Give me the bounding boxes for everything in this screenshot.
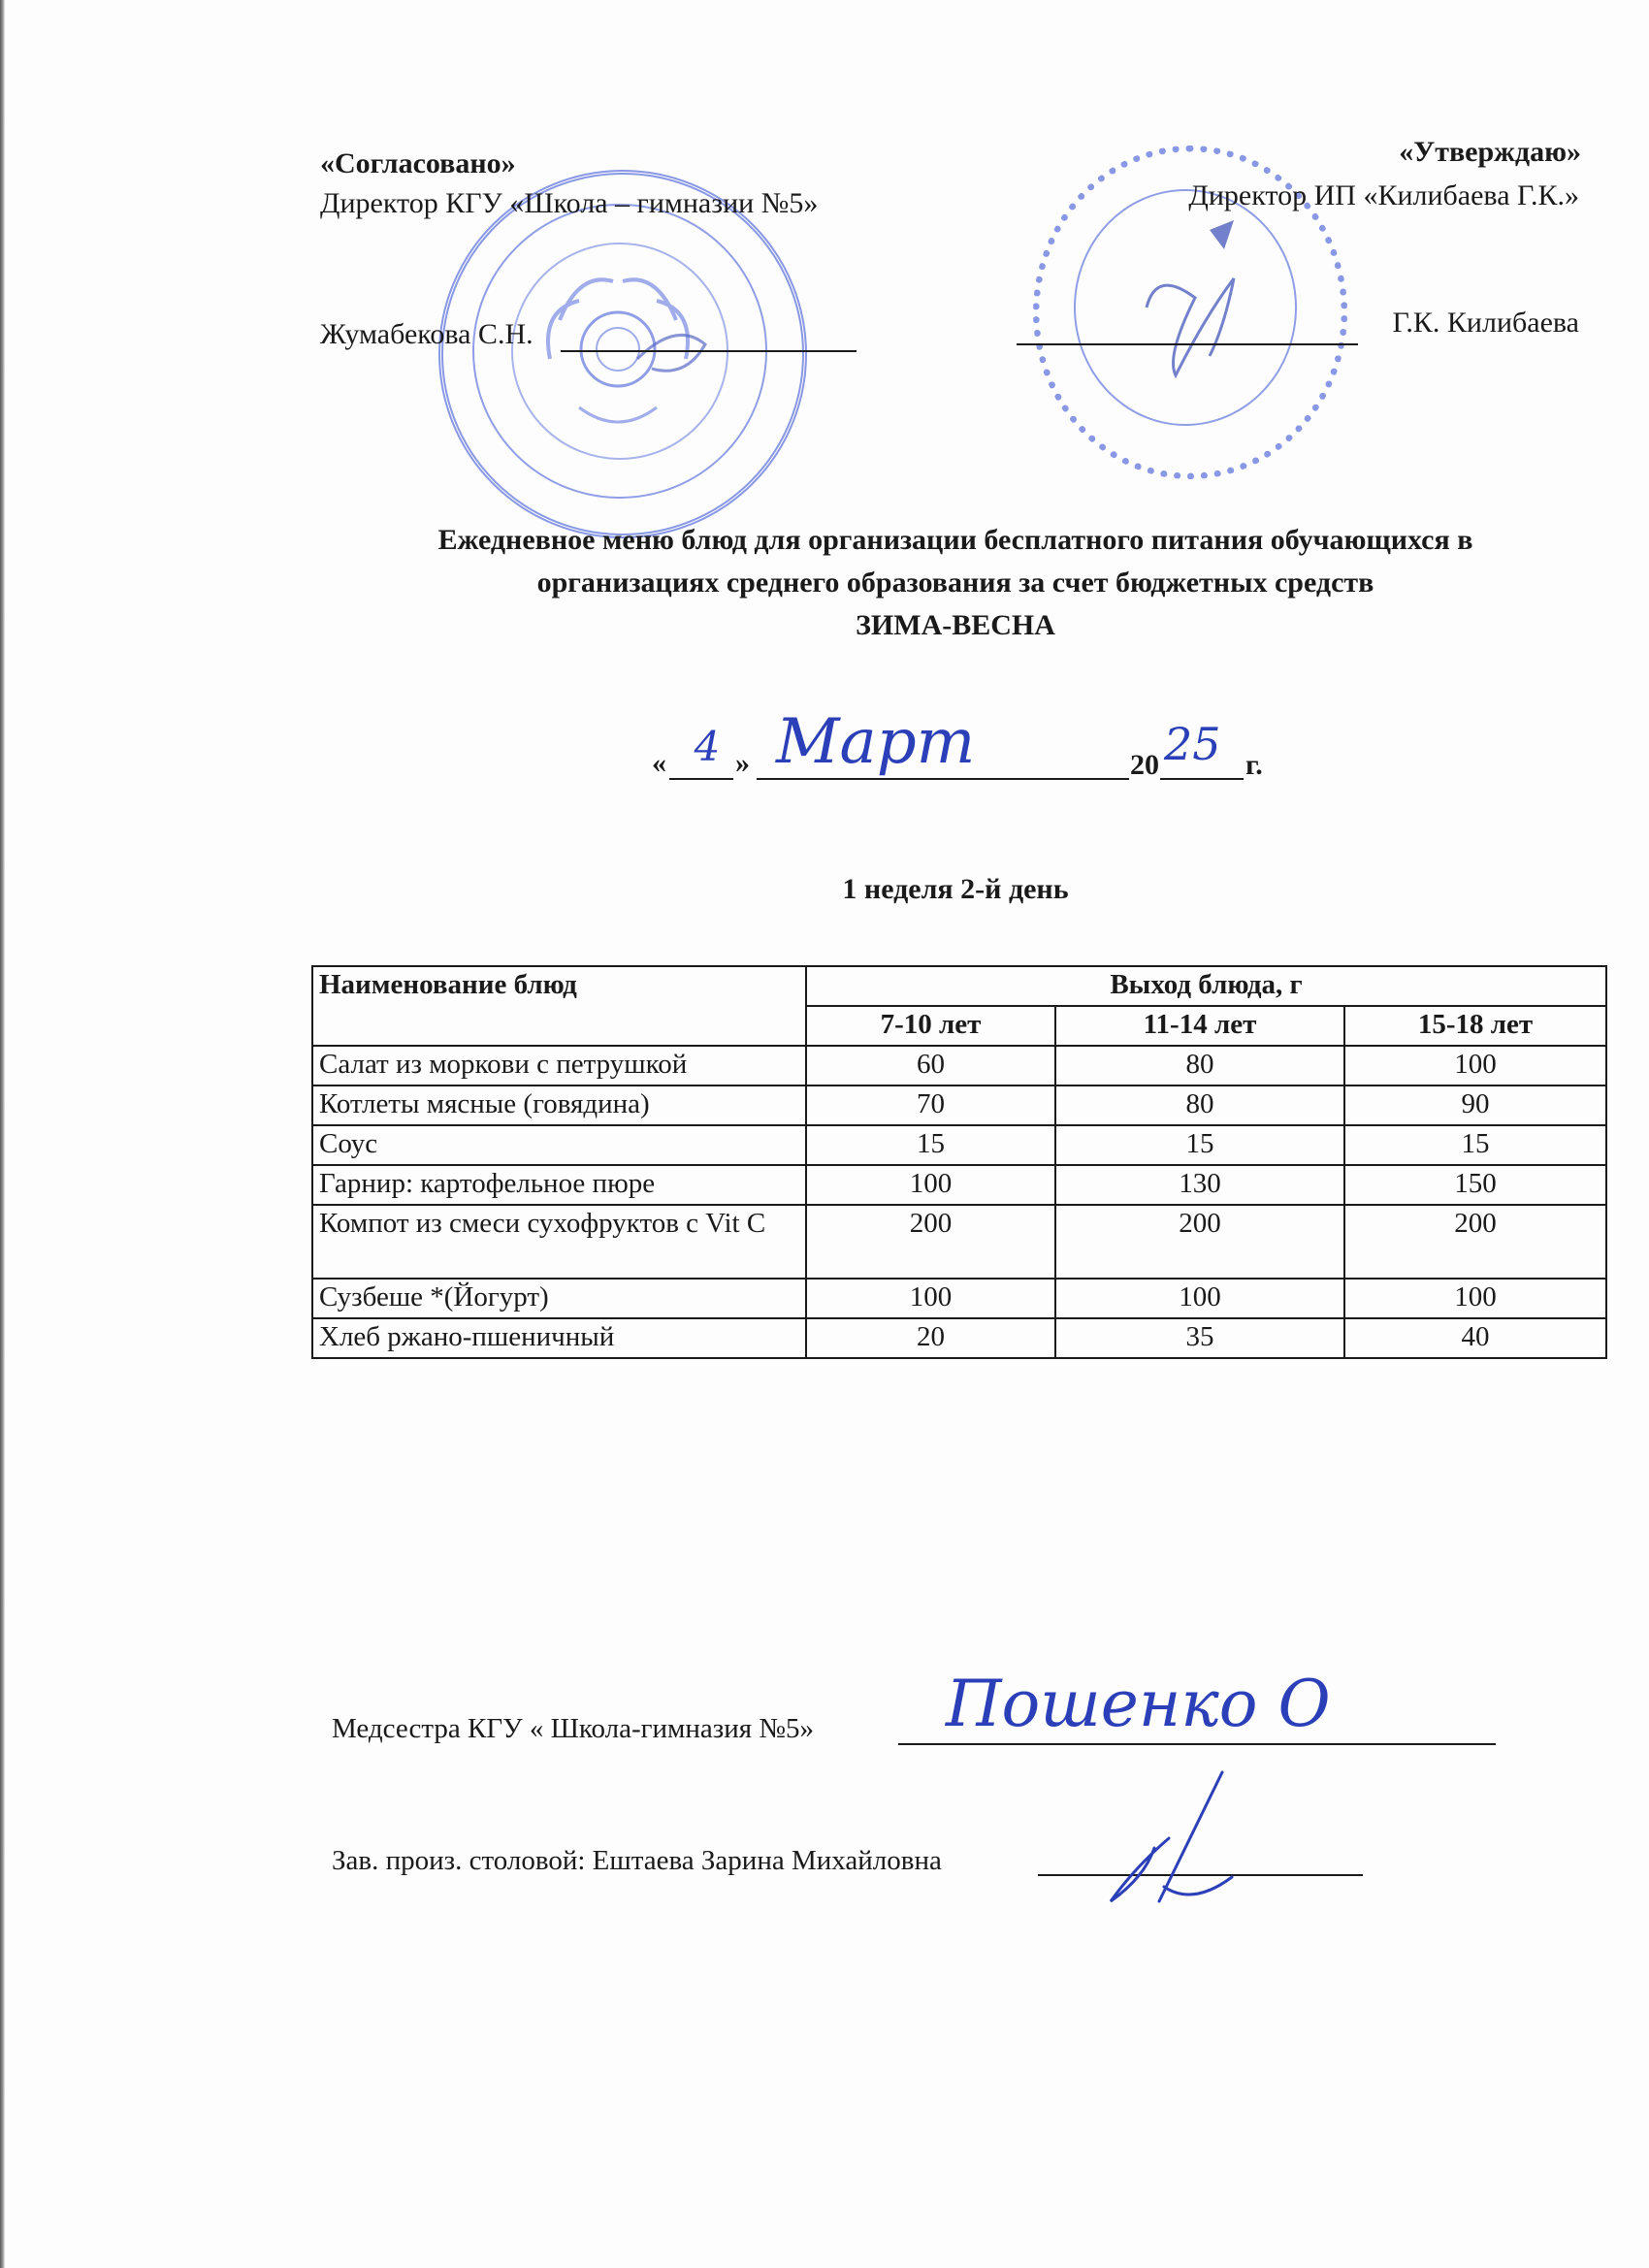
- approved-heading: «Утверждаю»: [1399, 136, 1581, 168]
- table-row: [312, 1165, 1606, 1205]
- yield-7-10: 70: [806, 1085, 1055, 1125]
- date-open-quote: «: [652, 747, 666, 779]
- dish-name: Салат из моркови с петрушкой: [312, 1046, 806, 1085]
- dish-name: Котлеты мясные (говядина): [312, 1085, 806, 1125]
- agreed-signer: Жумабекова С.Н.: [320, 318, 534, 350]
- emblem-icon: [443, 175, 802, 534]
- table-row: [312, 1125, 1606, 1165]
- table-row: [312, 1085, 1606, 1125]
- date-day: 4: [694, 723, 721, 770]
- yield-11-14: 130: [1055, 1165, 1344, 1205]
- yield-15-18: 40: [1344, 1318, 1606, 1358]
- yield-15-18: 150: [1344, 1165, 1606, 1205]
- agreed-heading: «Согласовано»: [320, 147, 516, 179]
- column-header-yield: Выход блюда, г: [806, 966, 1606, 1006]
- yield-7-10: 100: [806, 1279, 1055, 1318]
- table-row: [312, 1046, 1606, 1085]
- dish-name: Хлеб ржано-пшеничный: [312, 1318, 806, 1358]
- yield-7-10: 200: [806, 1205, 1055, 1279]
- date-year: 25: [1164, 718, 1221, 770]
- table-row: [312, 1279, 1606, 1318]
- yield-7-10: 15: [806, 1125, 1055, 1165]
- date-year-line: [1160, 778, 1244, 780]
- approved-signature-line: [1017, 343, 1358, 345]
- school-stamp: [438, 170, 807, 538]
- agreed-signature-line: [561, 350, 857, 352]
- scan-edge: [0, 0, 5, 2268]
- column-header-age-15-18: 15-18 лет: [1344, 1006, 1606, 1046]
- date-century: 20: [1130, 749, 1159, 781]
- nurse-label: Медсестра КГУ « Школа-гимназия №5»: [332, 1713, 815, 1744]
- dish-name: Соус: [312, 1125, 806, 1165]
- document-title-line1: Ежедневное меню блюд для организации бесплатного питания обучающихся в: [437, 524, 1473, 556]
- yield-11-14: 80: [1055, 1085, 1344, 1125]
- canteen-manager-label: Зав. произ. столовой: Ештаева Зарина Михайловна: [332, 1845, 942, 1876]
- date-month-line: [757, 778, 1129, 780]
- nurse-signature-line: [898, 1743, 1496, 1745]
- date-suffix: г.: [1245, 749, 1263, 781]
- agreed-position: Директор КГУ «Школа – гимназии №5»: [320, 187, 819, 219]
- yield-11-14: 35: [1055, 1318, 1344, 1358]
- season-label: ЗИМА-ВЕСНА: [856, 609, 1055, 641]
- yield-11-14: 200: [1055, 1205, 1344, 1279]
- column-header-age-11-14: 11-14 лет: [1055, 1006, 1344, 1046]
- column-header-dish-name: Наименование блюд: [312, 966, 806, 1046]
- date-month: Март: [776, 706, 976, 778]
- yield-15-18: 200: [1344, 1205, 1606, 1279]
- nurse-signature: Пошенко О: [946, 1667, 1331, 1741]
- yield-11-14: 80: [1055, 1046, 1344, 1085]
- yield-15-18: 100: [1344, 1279, 1606, 1318]
- yield-7-10: 60: [806, 1046, 1055, 1085]
- date-day-line: [669, 778, 733, 780]
- week-day-label: 1 неделя 2-й день: [842, 873, 1069, 905]
- approved-position: Директор ИП «Килибаева Г.К.»: [1188, 179, 1579, 211]
- date-close-quote: »: [735, 747, 750, 779]
- approved-signer: Г.К. Килибаева: [1392, 307, 1579, 339]
- dish-name: Гарнир: картофельное пюре: [312, 1165, 806, 1205]
- yield-11-14: 15: [1055, 1125, 1344, 1165]
- yield-11-14: 100: [1055, 1279, 1344, 1318]
- yield-15-18: 90: [1344, 1085, 1606, 1125]
- dish-name: Компот из смеси сухофруктов с Vit C: [312, 1205, 806, 1279]
- menu-table: [311, 965, 1607, 1359]
- canteen-signature-mark: [1086, 1770, 1261, 1906]
- yield-15-18: 15: [1344, 1125, 1606, 1165]
- table-row: [312, 1205, 1606, 1279]
- document-title-line2: организациях среднего образования за счет бюджетных средств: [536, 567, 1374, 599]
- yield-7-10: 100: [806, 1165, 1055, 1205]
- dish-name: Сузбеше *(Йогурт): [312, 1279, 806, 1318]
- table-row: [312, 1318, 1606, 1358]
- column-header-age-7-10: 7-10 лет: [806, 1006, 1055, 1046]
- yield-15-18: 100: [1344, 1046, 1606, 1085]
- yield-7-10: 20: [806, 1318, 1055, 1358]
